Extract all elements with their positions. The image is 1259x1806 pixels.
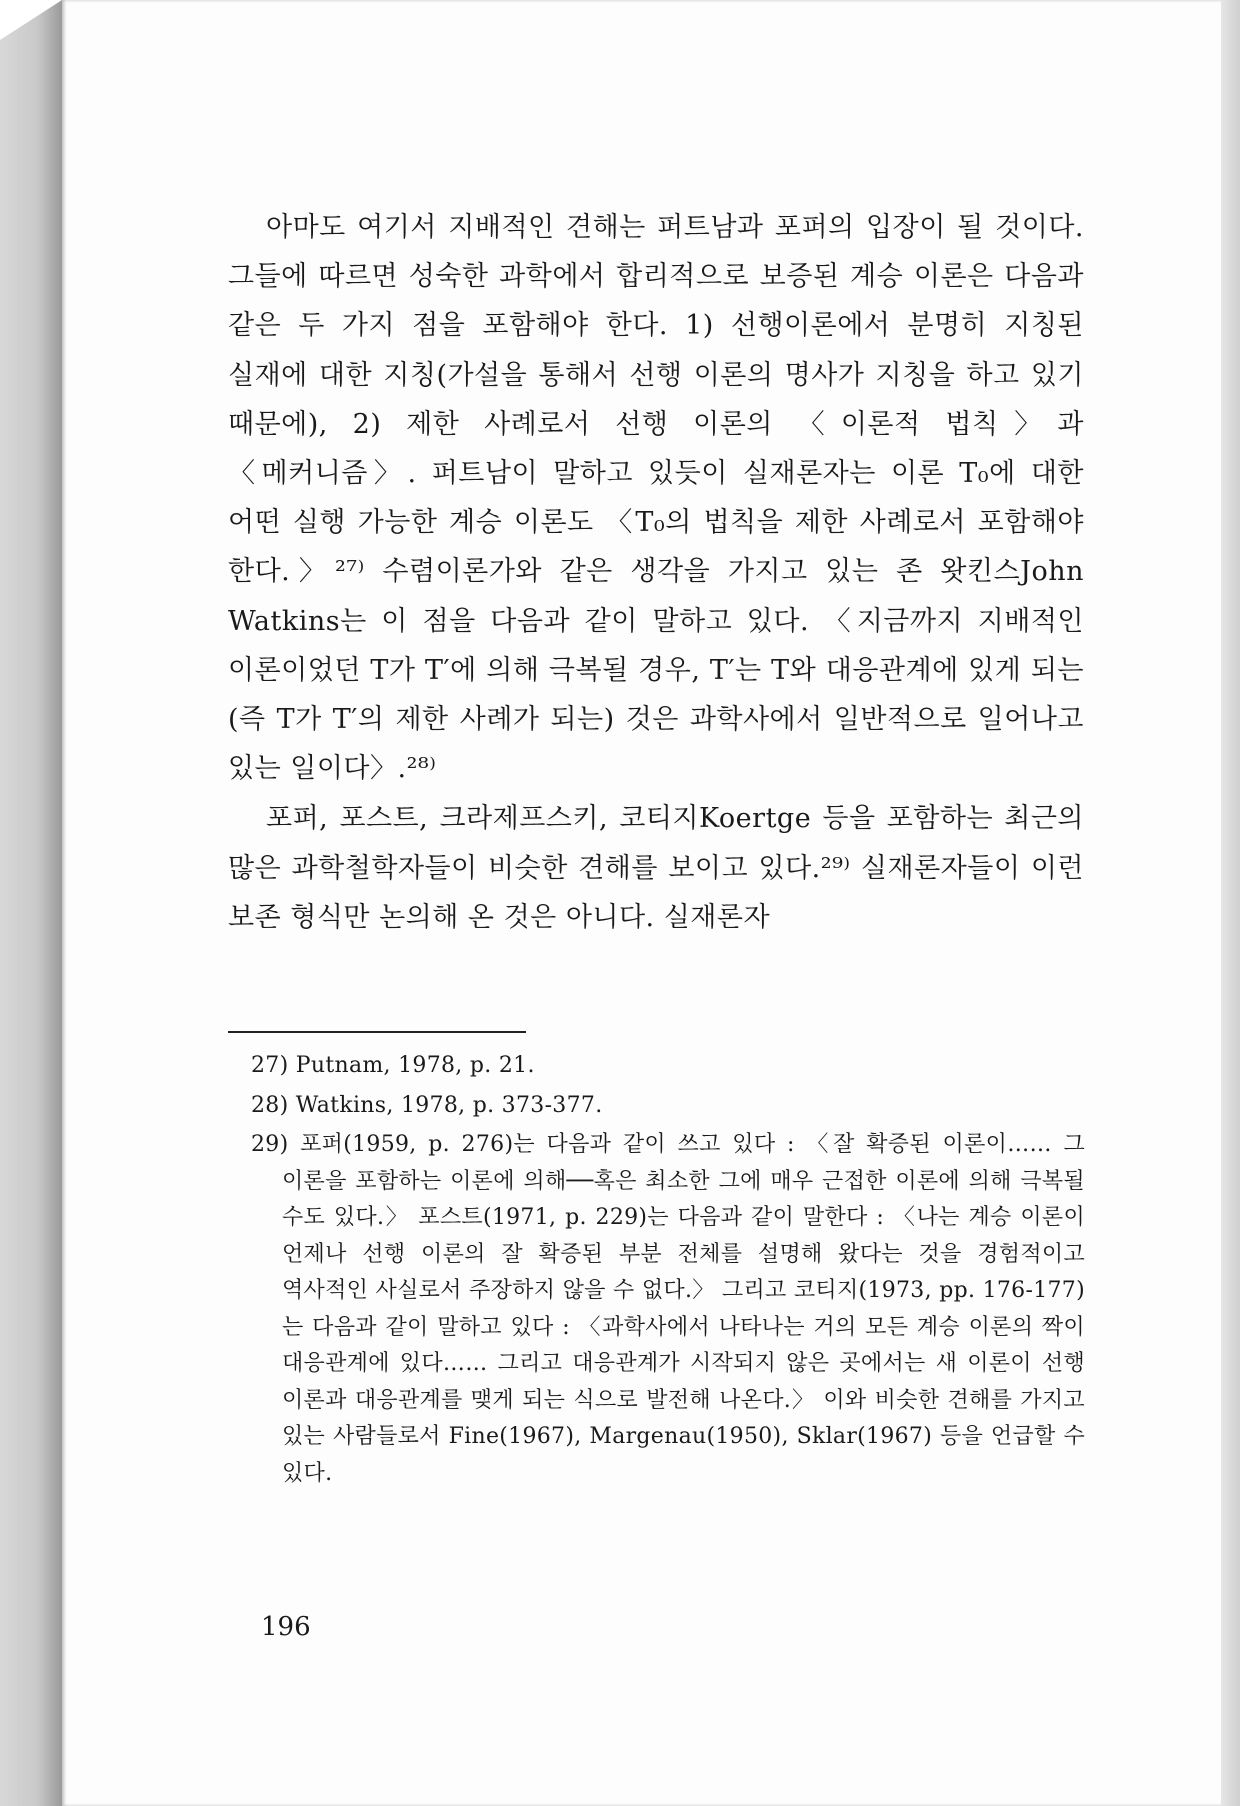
page-right-edge <box>1221 0 1240 1806</box>
footnote-28: 28) Watkins, 1978, p. 373-377. <box>251 1092 603 1118</box>
page-number: 196 <box>261 1612 311 1642</box>
footnote-27: 27) Putnam, 1978, p. 21. <box>251 1053 535 1078</box>
main-text <box>228 203 1084 942</box>
paragraph-1: 아마도 여기서 지배적인 견해는 퍼트남과 포퍼의 입장이 될 것이다. 그들에 따르면 성숙한 과학에서 합리적으로 보증된 계승 이론은 다음과 같은 두 가지 점을 포함해야 한다. 1) 선행이론에서 분명히 지칭된 실재에 대한 지칭(가설을 통해서 선행 이론의 명사가 지칭을 하고 있기 때문에), 2) 제한 사례로서 선행 이론의 〈이론적 법칙〉과 〈메커니즘〉. 퍼트남이 말하고 있듯이 실재론자는 이론 T₀에 대한 어떤 실행 가능한 계승 이론도 〈T₀의 법칙을 제한 사례로서 포함해야 한다.〉²⁷⁾ 수렴이론가와 같은 생각을 가지고 있는 존 왓킨스John Watkins는 이 점을 다음과 같이 말하고 있다. 〈지금까지 지배적인 이론이었던 T가 T′에 의해 극복될 경우, T′는 T와 대응관계에 있게 되는(즉 T가 T′의 제한 사례가 되는) 것은 과학사에서 일반적으로 일어나고 있는 일이다〉.²⁸⁾ <box>228 212 1084 785</box>
footnote-divider <box>228 1031 526 1033</box>
book-spine-edge <box>0 0 62 1806</box>
footnote-29: 29) 포퍼(1959, p. 276)는 다음과 같이 쓰고 있다 : 〈잘 확증된 이론이…… 그 이론을 포함하는 이론에 의해──혹은 최소한 그에 매우 근접한 이론에 의해 극복될 수도 있다.〉 포스트(1971, p. 229)는 다음과 같이 말한다 : 〈나는 계승 이론이 언제나 선행 이론의 잘 확증된 부분 전체를 설명해 왔다는 것을 경험적이고 역사적인 사실로서 주장하지 않을 수 없다.〉 그리고 코티지(1973, pp. 176-177)는 다음과 같이 말하고 있다 : 〈과학사에서 나타나는 거의 모든 계승 이론의 짝이 대응관계에 있다…… 그리고 대응관계가 시작되지 않은 곳에서는 새 이론이 선행 이론과 대응관계를 맺게 되는 식으로 발전해 나온다.〉 이와 비슷한 견해를 가지고 있는 사람들로서 Fine(1967), Margenau(1950), Sklar(1967) 등을 언급할 수 있다. <box>251 1132 1085 1486</box>
paragraph-2: 포퍼, 포스트, 크라제프스키, 코티지Koertge 등을 포함하는 최근의 많은 과학철학자들이 비슷한 견해를 보이고 있다.²⁹⁾ 실재론자들이 이런 보존 형식만 논의해 온 것은 아니다. 실재론자 <box>228 803 1084 933</box>
footnotes <box>251 1048 1085 1492</box>
